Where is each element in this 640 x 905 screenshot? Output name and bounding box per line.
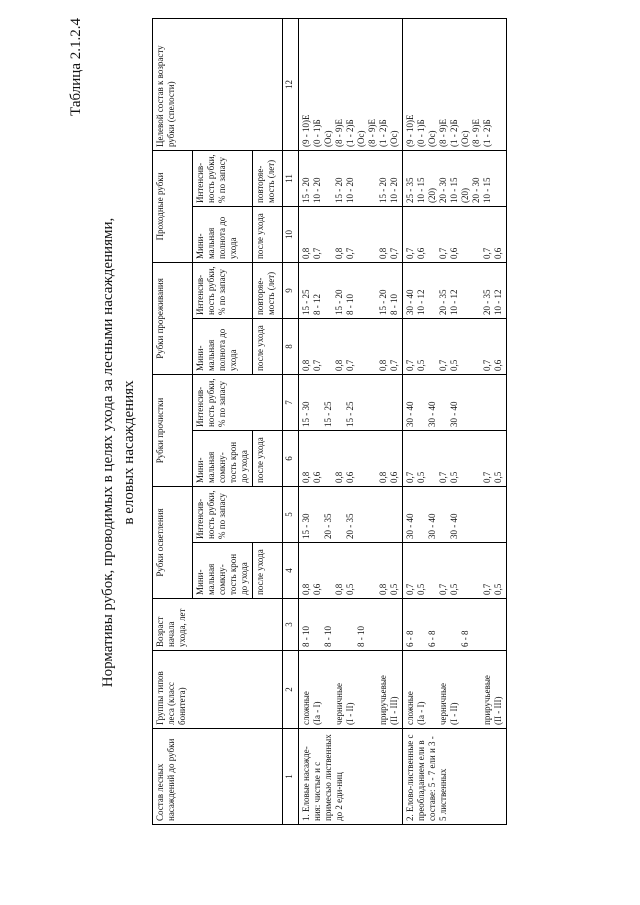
group2-thinning-intensity: 30 - 40 10 - 12 20 - 35 10 - 12 20 - 35 10 - 12 (403, 262, 507, 318)
column-number: 4 (283, 543, 299, 599)
group2-forest-types: сложные (Ia - I) черничные (I - II) приручьевые (II - III) (403, 651, 507, 729)
header-intensity-2: Интенсив-ность рубки, % по запасу (193, 374, 283, 430)
header-after-care-4: после ухода (253, 206, 283, 262)
table-row (403, 18, 507, 824)
group1-thinning-density: 0,8 0,7 0,8 0,7 0,8 0,7 (299, 318, 403, 374)
group2-cleaning-intensity: 30 - 40 30 - 40 30 - 40 (403, 374, 507, 430)
column-number: 11 (283, 150, 299, 206)
header-repeat-2: повторяе-мость (лет) (253, 150, 283, 206)
header-passage: Проходные рубки (153, 150, 193, 262)
group2-cleaning-density: 0,7 0,5 0,7 0,5 0,7 0,5 (403, 430, 507, 486)
column-number: 2 (283, 651, 299, 729)
header-after-care-2: после ухода (253, 430, 283, 486)
group1-cleaning-density: 0,8 0,6 0,8 0,6 0,8 0,6 (299, 430, 403, 486)
norms-table-wrapper (152, 19, 503, 825)
group1-target-composition: (9 - 10)Е (0 - 1)Б (Ос) (8 - 9)Е (1 - 2)Б (Ос) (8 - 9)Е (1 - 2)Б (Ос) (299, 18, 403, 150)
header-thinning: Рубки прореживания (153, 262, 193, 374)
header-cleaning: Рубки прочистки (153, 374, 193, 486)
header-min-density-2: Мини-мальная полнота до ухода (193, 206, 253, 262)
group1-passage-density: 0,8 0,7 0,8 0,7 0,8 0,7 (299, 206, 403, 262)
header-after-care-3: после ухода (253, 318, 283, 374)
header-min-density-1: Мини-мальная полнота до ухода (193, 318, 253, 374)
header-intensity-4: Интенсив-ность рубки, % по запасу (193, 150, 253, 206)
column-number: 12 (283, 18, 299, 150)
table-row (299, 18, 403, 824)
header-clearing: Рубки осветления (153, 486, 193, 598)
column-number: 6 (283, 430, 299, 486)
group2-passage-intensity: 25 - 35 10 - 15 (20) 20 - 30 10 - 15 (20) 20 - 30 10 - 15 (403, 150, 507, 206)
column-number: 3 (283, 599, 299, 651)
group1-thinning-intensity: 15 - 25 8 - 12 15 - 20 8 - 10 15 - 20 8 - 10 (299, 262, 403, 318)
header-composition: Состав лесных насаждений до рубки (153, 729, 283, 825)
group2-passage-density: 0,7 0,6 0,7 0,6 0,7 0,6 (403, 206, 507, 262)
group1-clearing-density: 0,8 0,6 0,8 0,5 0,8 0,5 (299, 543, 403, 599)
header-start-age: Возраст начала ухода, лет (153, 599, 283, 651)
column-number: 9 (283, 262, 299, 318)
column-number: 8 (283, 318, 299, 374)
group2-target-composition: (9 - 10)Е (0 - 1)Б (Ос) (8 - 9)Е (1 - 2)Б (Ос) (8 - 9)Е (1 - 2)Б (403, 18, 507, 150)
group2-composition: 2. Елово-лиственные с преобладанием ели в составе: 5 - 7 ели и 3 - 5 лиственных (403, 729, 507, 825)
column-number: 10 (283, 206, 299, 262)
table-subtitle: в еловых насаждениях (121, 380, 137, 525)
table-title: Нормативы рубок, проводимых в целях ухода за лесными насаждениями, (100, 217, 116, 688)
header-min-crown-2: Мини-мальная сомкну-тость крон до ухода (193, 430, 253, 486)
norms-table (152, 18, 507, 825)
group2-clearing-intensity: 30 - 40 30 - 40 30 - 40 (403, 486, 507, 542)
group1-composition: 1. Еловые насажде-ния: чистые и с примесью лиственных до 2 еди-ниц (299, 729, 403, 825)
header-repeat-1: повторяе-мость (лет) (253, 262, 283, 318)
group2-clearing-density: 0,7 0,5 0,7 0,5 0,7 0,5 (403, 543, 507, 599)
group2-thinning-density: 0,7 0,5 0,7 0,5 0,7 0,6 (403, 318, 507, 374)
group1-passage-intensity: 15 - 20 10 - 20 15 - 20 10 - 20 15 - 20 10 - 20 (299, 150, 403, 206)
group1-clearing-intensity: 15 - 30 20 - 35 20 - 35 (299, 486, 403, 542)
table-number: Таблица 2.1.2.4 (68, 18, 84, 116)
header-after-care-1: после ухода (253, 543, 283, 599)
group1-start-age: 8 - 10 8 - 10 8 - 10 (299, 599, 403, 651)
column-number: 7 (283, 374, 299, 430)
group1-cleaning-intensity: 15 - 30 15 - 25 15 - 25 (299, 374, 403, 430)
column-number: 5 (283, 486, 299, 542)
header-forest-type: Группы типов леса (класс бонитета) (153, 651, 283, 729)
header-intensity-1: Интенсив-ность рубки, % по запасу (193, 486, 283, 542)
header-target: Целевой состав к возрасту рубки (спелости) (153, 18, 283, 150)
group2-start-age: 6 - 8 6 - 8 6 - 8 (403, 599, 507, 651)
header-intensity-3: Интенсив-ность рубки, % по запасу (193, 262, 253, 318)
group1-forest-types: сложные (Ia - I) черничные (I - II) приручьевые (II - III) (299, 651, 403, 729)
header-min-crown-1: Мини-мальная сомкну-тость крон до ухода (193, 543, 253, 599)
column-number: 1 (283, 729, 299, 825)
